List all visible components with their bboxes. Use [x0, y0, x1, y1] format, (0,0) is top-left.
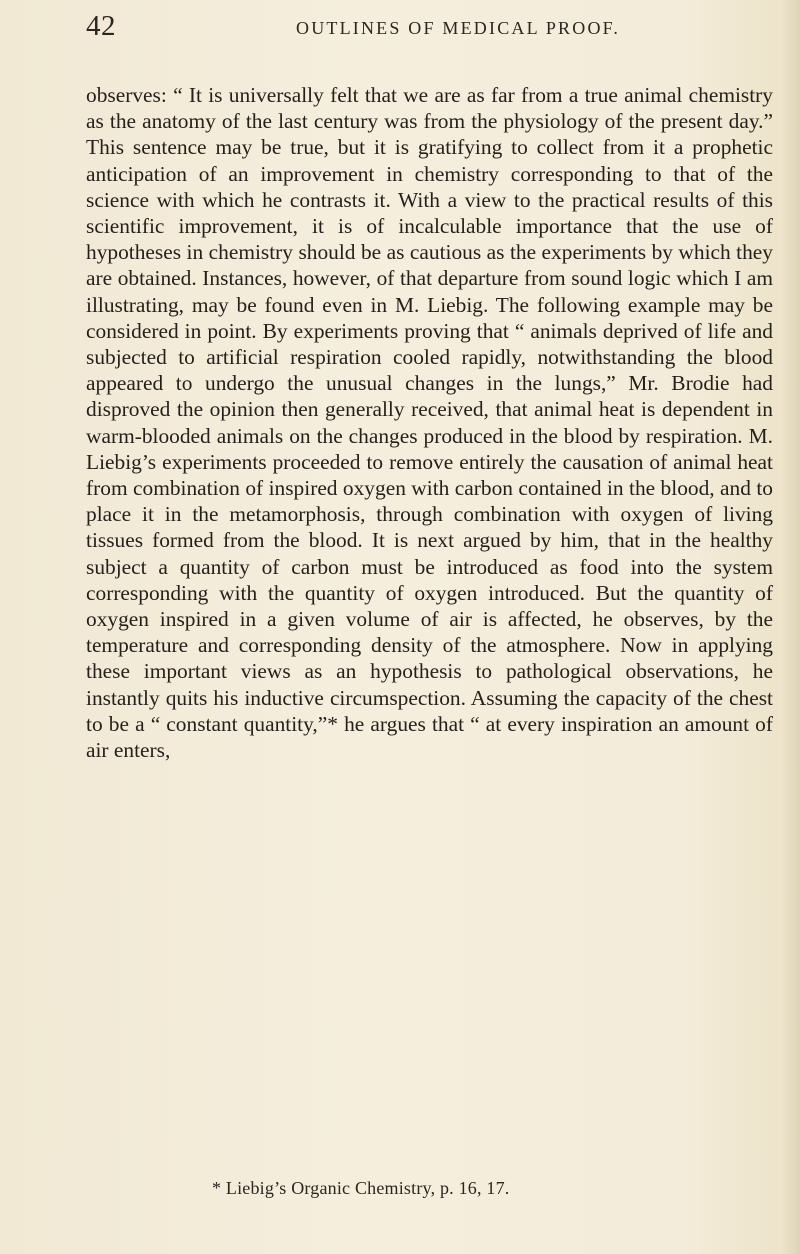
footnote: * Liebig’s Organic Chemistry, p. 16, 17.: [212, 1178, 510, 1198]
paragraph: observes: “ It is universally felt that we are as far from a true animal chemistry as the anatomy of the last century was from the physiology of the present day.” This sentence may be true, but it is gratifying to collect from it a prophetic anticipation of an improvement in chemistry corresponding to that of the science with which he contrasts it. With a view to the practical results of this scientific improvement, it is of incalculable importance that the use of hypotheses in chemistry should be as cautious as the experiments by which they are obtained. Instances, however, of that departure from sound logic which I am illustrating, may be found even in M. Liebig. The following example may be considered in point. By experiments proving that “ animals deprived of life and subjected to artificial respiration cooled rapidly, notwithstanding the blood appeared to undergo the unusual changes in the lungs,” Mr. Brodie had disproved the opinion then generally received, that animal heat is dependent in warm-blooded animals on the changes produced in the blood by respiration. M. Liebig’s experiments proceeded to remove entirely the causation of animal heat from combination of inspired oxygen with carbon contained in the blood, and to place it in the metamorphosis, through combination with oxygen of living tissues formed from the blood. It is next argued by him, that in the healthy subject a quantity of carbon must be introduced as food into the system corresponding with the quantity of oxygen introduced. But the quantity of oxygen inspired in a given volume of air is affected, he observes, by the temperature and corresponding density of the atmosphere. Now in applying these important views as an hypothesis to pathological observations, he instantly quits his inductive circumspection. Assuming the capacity of the chest to be a “ constant quantity,”* he argues that “ at every inspiration an amount of air enters,: [86, 83, 773, 763]
body-text: [86, 82, 773, 763]
running-title: OUTLINES OF MEDICAL PROOF.: [296, 18, 621, 38]
running-head: [86, 10, 748, 50]
page-number: 42: [86, 10, 116, 42]
